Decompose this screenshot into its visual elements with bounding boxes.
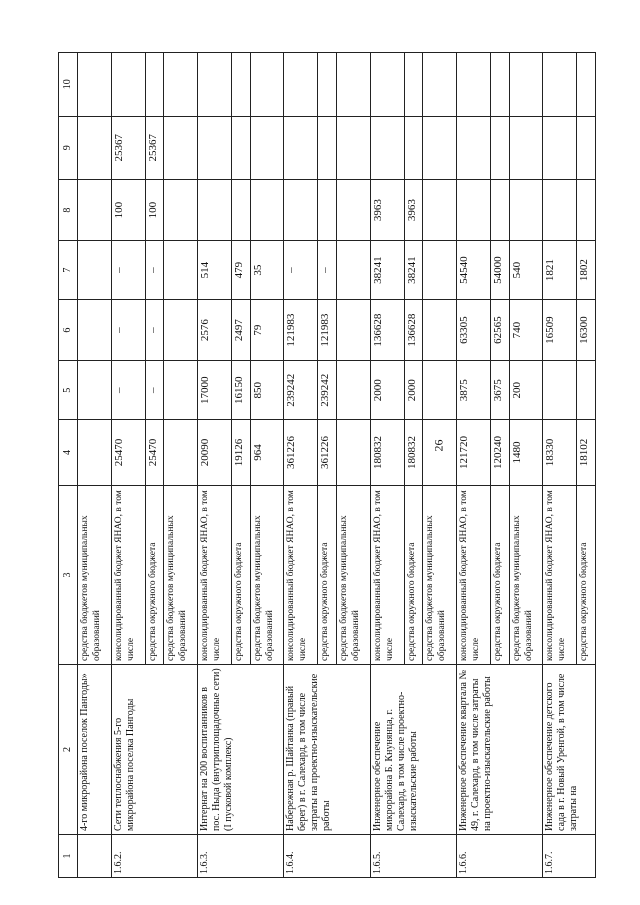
funding-source: средства бюджетов муниципальных образований [78, 485, 112, 664]
value-cell [164, 116, 198, 179]
value-cell: 54000 [490, 241, 509, 300]
value-cell [336, 179, 370, 240]
value-cell [423, 300, 457, 361]
value-cell [423, 420, 457, 486]
value-cell: 35 [250, 241, 284, 300]
value-cell: 17000 [198, 361, 232, 420]
value-cell [336, 116, 370, 179]
value-cell: 479 [231, 241, 250, 300]
value-cell: 19126 [231, 420, 250, 486]
value-cell [509, 179, 543, 240]
value-cell [490, 179, 509, 240]
item-number: 1.6.6. [457, 834, 543, 877]
value-cell [78, 361, 112, 420]
item-number: 1.6.5. [370, 834, 456, 877]
value-cell [231, 116, 250, 179]
item-number: 1.6.3. [198, 834, 284, 877]
value-cell [231, 53, 250, 117]
item-number: 1.6.4. [284, 834, 370, 877]
value-cell: 136628 [370, 300, 404, 361]
table-row [198, 53, 232, 878]
value-cell [250, 179, 284, 240]
value-cell [423, 53, 457, 117]
value-cell [490, 53, 509, 117]
item-name: Сети теплоснабжения 5-го микрорайона поселка Пангоды [111, 664, 197, 834]
funding-source: средства окружного бюджета [577, 485, 596, 664]
item-name: Инженерное обеспечение детского сада в г. Новый Уренгой, в том числе затраты на [543, 664, 596, 834]
value-cell [198, 53, 232, 117]
funding-source: средства окружного бюджета [490, 485, 509, 664]
table-row [78, 53, 112, 878]
value-cell: 16300 [577, 300, 596, 361]
value-cell [284, 53, 318, 117]
header-cell: 1 [59, 834, 78, 877]
funding-source: консолидированный бюджет ЯНАО, в том числе [543, 485, 577, 664]
header-cell: 8 [59, 179, 78, 240]
value-cell [577, 179, 596, 240]
value-cell [543, 53, 577, 117]
value-cell: 38241 [370, 241, 404, 300]
header-cell: 4 [59, 420, 78, 486]
value-cell [423, 179, 457, 240]
value-cell [78, 53, 112, 117]
funding-source: средства окружного бюджета [404, 485, 423, 664]
value-cell: 121983 [318, 300, 337, 361]
table-row [370, 53, 404, 878]
funding-source: консолидированный бюджет ЯНАО, в том числе [111, 485, 145, 664]
header-cell: 10 [59, 53, 78, 117]
funding-source: средства бюджетов муниципальных образований [509, 485, 543, 664]
funding-source: консолидированный бюджет ЯНАО, в том числе [370, 485, 404, 664]
value-cell: 3963 [404, 179, 423, 240]
funding-source: средства бюджетов муниципальных образований [336, 485, 370, 664]
value-cell: 38241 [404, 241, 423, 300]
value-cell: 79 [250, 300, 284, 361]
value-cell [370, 116, 404, 179]
funding-source: консолидированный бюджет ЯНАО, в том числе [457, 485, 491, 664]
value-cell: – [145, 361, 164, 420]
table-row [284, 53, 318, 878]
page-number: 26 [431, 439, 446, 452]
value-cell: 54540 [457, 241, 491, 300]
value-cell [164, 241, 198, 300]
value-cell [250, 116, 284, 179]
table-row [111, 53, 145, 878]
value-cell: 200 [509, 361, 543, 420]
value-cell: 2576 [198, 300, 232, 361]
table-row [457, 53, 491, 878]
value-cell [509, 116, 543, 179]
value-cell: 18102 [577, 420, 596, 486]
value-cell [284, 116, 318, 179]
value-cell: 2497 [231, 300, 250, 361]
value-cell [577, 53, 596, 117]
value-cell [423, 116, 457, 179]
value-cell [336, 420, 370, 486]
item-number: 1.6.2. [111, 834, 197, 877]
value-cell [457, 53, 491, 117]
value-cell: 239242 [284, 361, 318, 420]
value-cell [78, 300, 112, 361]
value-cell: 25367 [145, 116, 164, 179]
item-name: Инженерное обеспечение квартала № 49, г. Салехард, в том числе затраты на проектно-изыскательские работы [457, 664, 543, 834]
item-name: Набережная р. Шайтанка (правый берег) в г. Салехард, в том числе затраты на проектно-изыскательские работы [284, 664, 370, 834]
value-cell: 180832 [404, 420, 423, 486]
value-cell: 100 [111, 179, 145, 240]
value-cell: 239242 [318, 361, 337, 420]
value-cell: 1821 [543, 241, 577, 300]
value-cell [198, 179, 232, 240]
value-cell [457, 179, 491, 240]
value-cell: 3963 [370, 179, 404, 240]
value-cell: 1480 [509, 420, 543, 486]
value-cell [231, 179, 250, 240]
value-cell: – [111, 241, 145, 300]
value-cell: 121983 [284, 300, 318, 361]
funding-source: консолидированный бюджет ЯНАО, в том числе [284, 485, 318, 664]
value-cell: – [284, 241, 318, 300]
funding-source: средства бюджетов муниципальных образований [423, 485, 457, 664]
value-cell: – [145, 241, 164, 300]
value-cell [250, 53, 284, 117]
value-cell [577, 361, 596, 420]
value-cell: 20090 [198, 420, 232, 486]
value-cell: 3875 [457, 361, 491, 420]
value-cell: 25367 [111, 116, 145, 179]
value-cell: 16150 [231, 361, 250, 420]
table-row [543, 53, 577, 878]
header-cell: 9 [59, 116, 78, 179]
value-cell [457, 116, 491, 179]
budget-table [58, 52, 596, 878]
value-cell [164, 300, 198, 361]
header-cell: 3 [59, 485, 78, 664]
item-name: Интернат на 200 воспитанников в пос. Ныда (внутриплощадочные сети) (I пусковой комплекс) [198, 664, 284, 834]
funding-source: средства окружного бюджета [318, 485, 337, 664]
value-cell [423, 361, 457, 420]
value-cell [490, 116, 509, 179]
header-cell: 7 [59, 241, 78, 300]
funding-source: средства бюджетов муниципальных образований [164, 485, 198, 664]
value-cell [336, 241, 370, 300]
value-cell [543, 361, 577, 420]
value-cell [336, 53, 370, 117]
item-number: 1.6.7. [543, 834, 596, 877]
value-cell: 2000 [370, 361, 404, 420]
rotated-table-container [58, 52, 596, 878]
value-cell: 63305 [457, 300, 491, 361]
value-cell [318, 179, 337, 240]
value-cell [543, 116, 577, 179]
value-cell [509, 53, 543, 117]
value-cell [78, 420, 112, 486]
value-cell: 18330 [543, 420, 577, 486]
value-cell [145, 53, 164, 117]
value-cell: 121720 [457, 420, 491, 486]
value-cell [78, 116, 112, 179]
value-cell: – [318, 241, 337, 300]
value-cell: 100 [145, 179, 164, 240]
value-cell [78, 179, 112, 240]
value-cell: 120240 [490, 420, 509, 486]
value-cell [164, 53, 198, 117]
value-cell: 25470 [145, 420, 164, 486]
value-cell [111, 53, 145, 117]
value-cell [577, 116, 596, 179]
value-cell [318, 116, 337, 179]
value-cell: 361226 [318, 420, 337, 486]
value-cell: 25470 [111, 420, 145, 486]
value-cell [284, 179, 318, 240]
header-cell: 5 [59, 361, 78, 420]
value-cell: 964 [250, 420, 284, 486]
value-cell [543, 179, 577, 240]
item-name: Инженерное обеспечение микрорайона Б. Кнунянца, г. Салехард, в том числе проектно-изыскательские работы [370, 664, 456, 834]
funding-source: средства окружного бюджета [145, 485, 164, 664]
value-cell: 2000 [404, 361, 423, 420]
header-row [59, 53, 78, 878]
value-cell: 740 [509, 300, 543, 361]
value-cell [198, 116, 232, 179]
value-cell: 850 [250, 361, 284, 420]
value-cell: – [145, 300, 164, 361]
value-cell [336, 361, 370, 420]
value-cell: 180832 [370, 420, 404, 486]
value-cell: 136628 [404, 300, 423, 361]
value-cell [164, 361, 198, 420]
header-cell: 2 [59, 664, 78, 834]
funding-source: средства окружного бюджета [231, 485, 250, 664]
value-cell [164, 420, 198, 486]
header-cell: 6 [59, 300, 78, 361]
value-cell [164, 179, 198, 240]
value-cell [336, 300, 370, 361]
value-cell [318, 53, 337, 117]
value-cell: 361226 [284, 420, 318, 486]
value-cell: – [111, 300, 145, 361]
value-cell [404, 53, 423, 117]
value-cell: 16509 [543, 300, 577, 361]
value-cell: – [111, 361, 145, 420]
value-cell: 3675 [490, 361, 509, 420]
item-number [78, 834, 112, 877]
item-name: 4-го микрорайона поселок Пангоды» [78, 664, 112, 834]
value-cell: 514 [198, 241, 232, 300]
value-cell: 1802 [577, 241, 596, 300]
value-cell: 62565 [490, 300, 509, 361]
funding-source: средства бюджетов муниципальных образований [250, 485, 284, 664]
funding-source: консолидированный бюджет ЯНАО, в том числе [198, 485, 232, 664]
value-cell [370, 53, 404, 117]
value-cell [78, 241, 112, 300]
value-cell: 540 [509, 241, 543, 300]
value-cell [423, 241, 457, 300]
value-cell [404, 116, 423, 179]
